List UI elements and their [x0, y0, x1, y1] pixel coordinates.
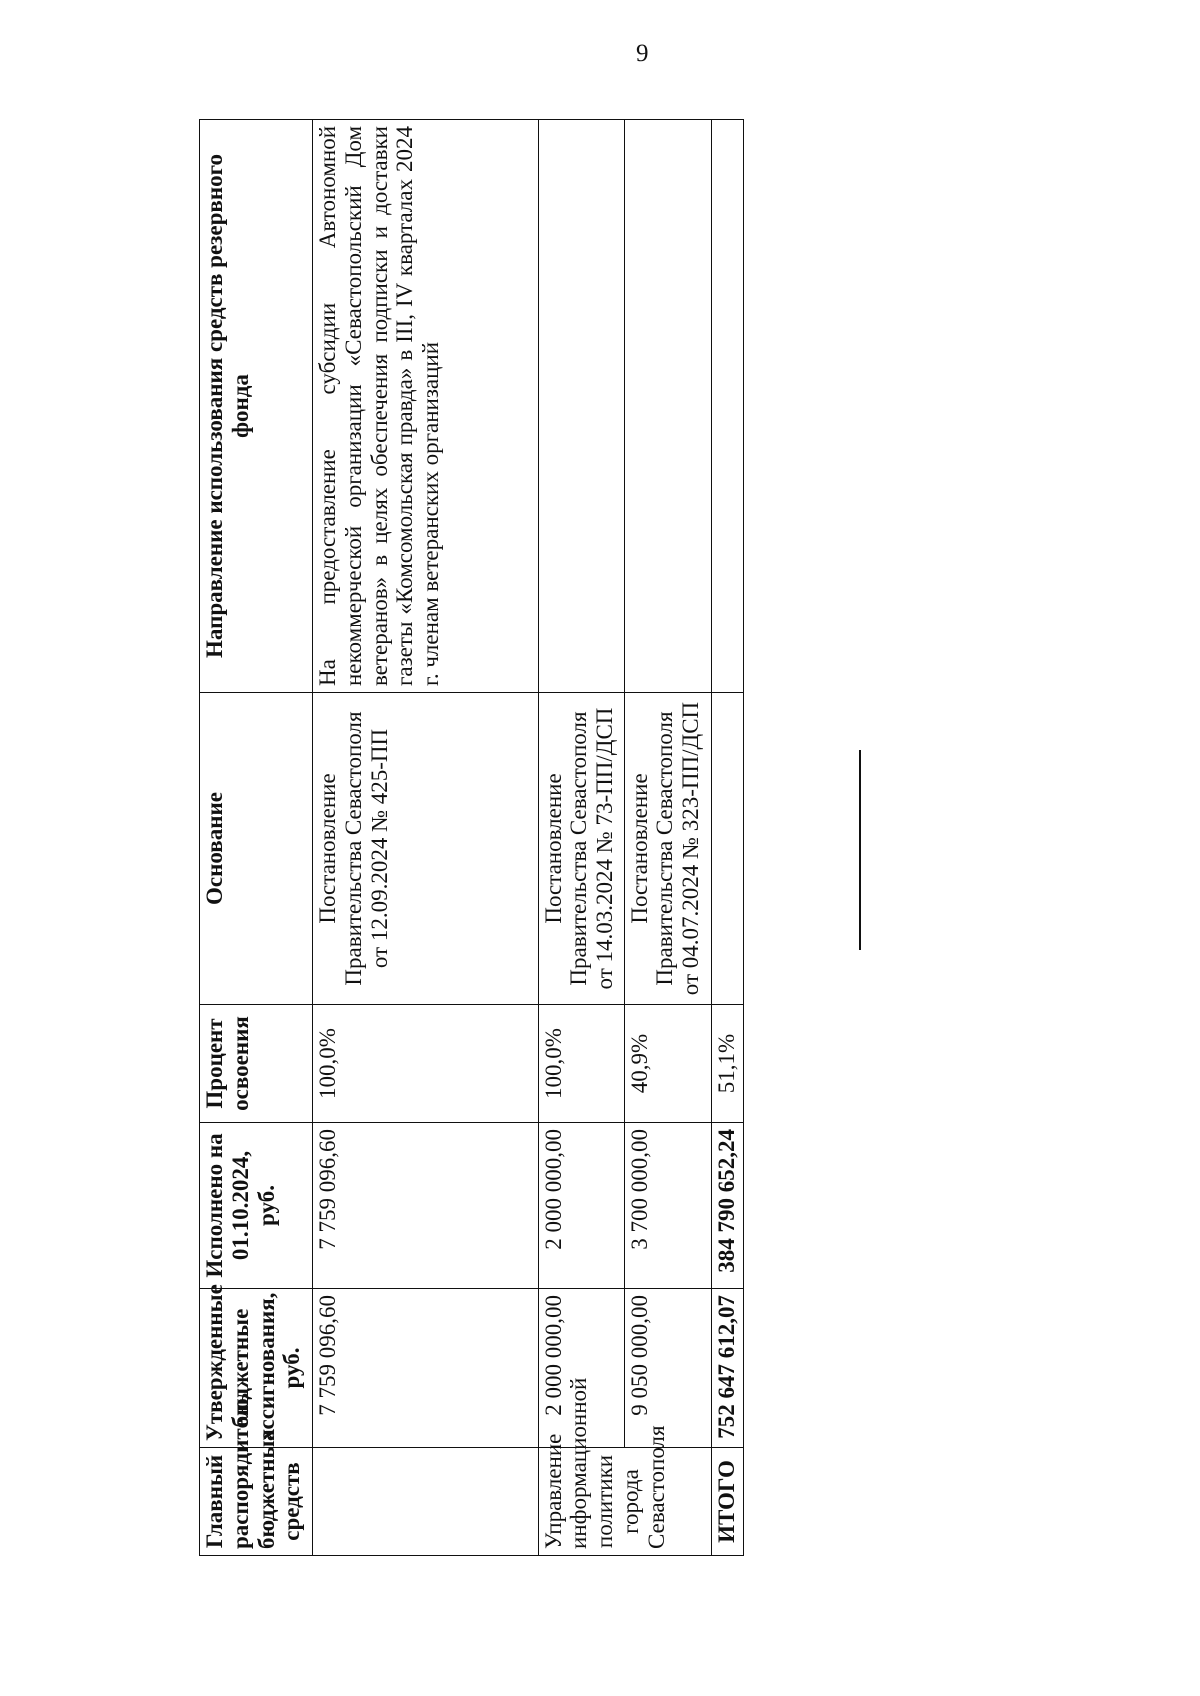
cell-approved: 9 050 000,00 — [624, 1289, 711, 1448]
cell-direction — [538, 120, 624, 693]
header-approved: Утвержденные бюджетные ассигнования, руб. — [200, 1289, 313, 1448]
total-direction — [711, 120, 743, 693]
cell-basis: Постановление Правительства Севастополя от 14.03.2024 № 73-ПП/ДСП — [538, 693, 624, 1005]
table-total-row — [711, 120, 743, 1556]
cell-executed: 2 000 000,00 — [538, 1123, 624, 1289]
total-label: ИТОГО — [711, 1448, 743, 1556]
cell-percent: 100,0% — [313, 1005, 538, 1123]
total-executed: 384 790 652,24 — [711, 1123, 743, 1289]
header-executed: Исполнено на 01.10.2024, руб. — [200, 1123, 313, 1289]
cell-basis: Постановление Правительства Севастополя от 04.07.2024 № 323-ПП/ДСП — [624, 693, 711, 1005]
cell-executed: 7 759 096,60 — [313, 1123, 538, 1289]
table-row — [538, 120, 624, 1556]
cell-basis: Постановление Правительства Севастополя от 12.09.2024 № 425-ПП — [313, 693, 538, 1005]
budget-table-rotated — [199, 120, 744, 1556]
table-row — [313, 120, 538, 1556]
header-basis: Основание — [200, 693, 313, 1005]
cell-percent: 100,0% — [538, 1005, 624, 1123]
total-basis — [711, 693, 743, 1005]
table-row — [624, 120, 711, 1556]
total-approved: 752 647 612,07 — [711, 1289, 743, 1448]
cell-approved: 2 000 000,00 — [538, 1289, 624, 1448]
cell-distributor — [313, 1448, 538, 1556]
header-percent: Процент освоения — [200, 1005, 313, 1123]
total-percent: 51,1% — [711, 1005, 743, 1123]
cell-direction — [624, 120, 711, 693]
page-number: 9 — [636, 40, 649, 67]
cell-distributor: Управление информационной политики города Севастополя — [538, 1448, 711, 1556]
cell-executed: 3 700 000,00 — [624, 1123, 711, 1289]
header-direction: Направление использования средств резервного фонда — [200, 120, 313, 693]
cell-percent: 40,9% — [624, 1005, 711, 1123]
cell-approved: 7 759 096,60 — [313, 1289, 538, 1448]
cell-direction: На предоставление субсидии Автономной некоммерческой организации «Севастопольский Дом ветеранов» в целях обеспечения подписки и доставки газеты «Комсомольская правда» в III, IV кварталах 2024 г. членам ветеранских организаций — [313, 120, 538, 693]
header-distributor: Главный распорядитель бюджетных средств — [200, 1448, 313, 1556]
table-header-row — [200, 120, 313, 1556]
reserve-fund-table — [199, 119, 744, 1556]
end-of-document-rule — [859, 750, 861, 950]
